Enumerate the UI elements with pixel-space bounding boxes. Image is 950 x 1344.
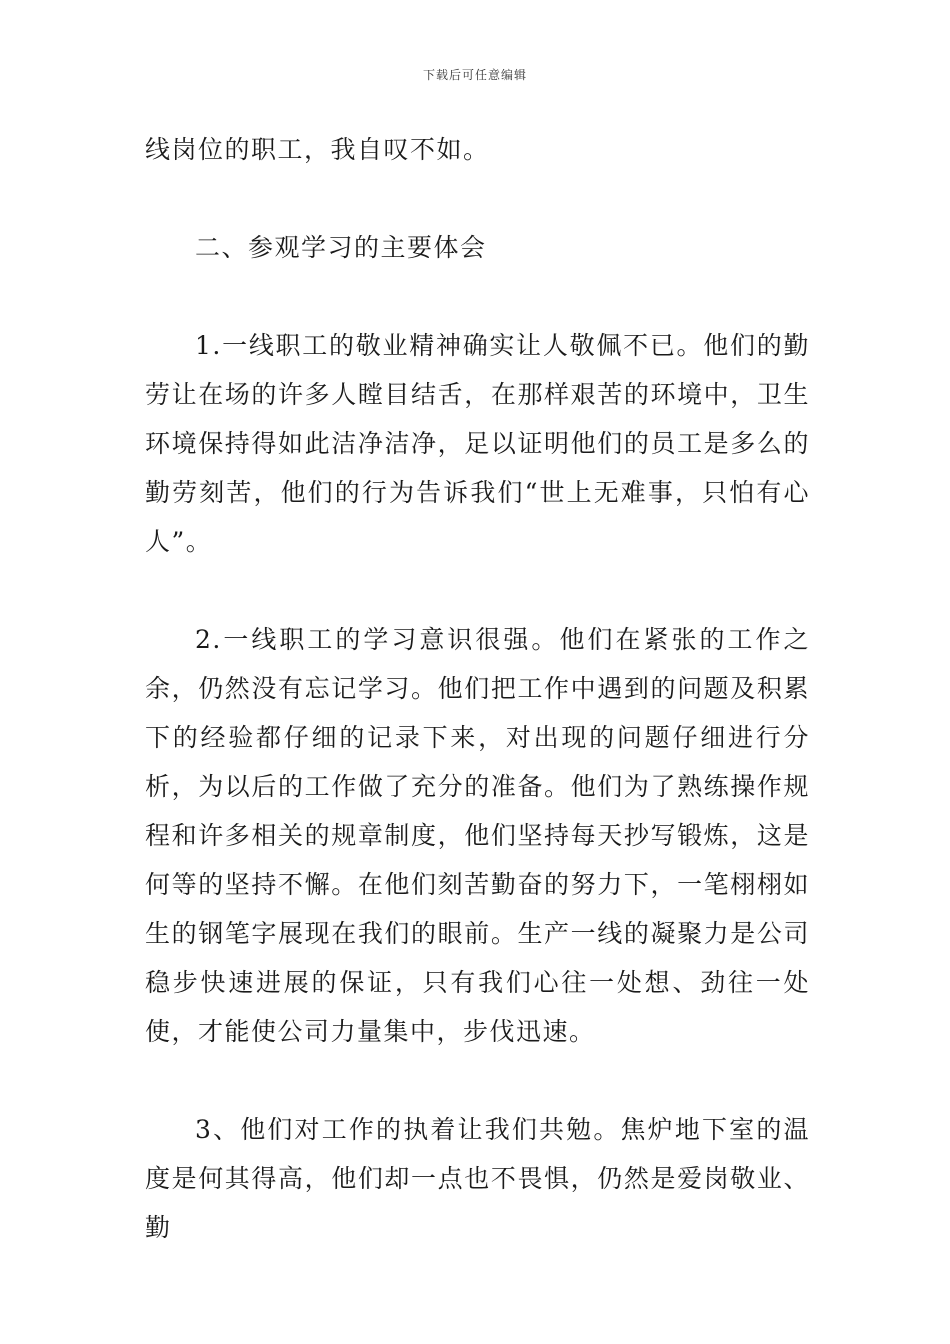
paragraph-continuation: 线岗位的职工，我自叹不如。 <box>145 135 490 164</box>
section-heading: 二、参观学习的主要体会 <box>195 233 487 262</box>
page-header: 下载后可任意编辑 <box>422 68 527 82</box>
paragraph-point-2: 2.一线职工的学习意识很强。他们在紧张的工作之余，仍然没有忘记学习。他们把工作中遇到的问题及积累下的经验都仔细的记录下来，对出现的问题仔细进行分析，为以后的工作做了充分的准备。他们为了熟练操作规程和许多相关的规章制度，他们坚持每天抄写锻炼，这是何等的坚持不懈。在他们刻苦勤奋的努力下，一笔栩栩如生的钢笔字展现在我们的眼前。生产一线的凝聚力是公司稳步快速进展的保证，只有我们心往一处想、劲往一处使，才能使公司力量集中，步伐迅速。 <box>145 625 810 1046</box>
document-body <box>145 125 810 1252</box>
paragraph-point-3: 3、他们对工作的执着让我们共勉。焦炉地下室的温度是何其得高，他们却一点也不畏惧，仍然是爱岗敬业、勤 <box>145 1115 810 1242</box>
paragraph-point-1: 1.一线职工的敬业精神确实让人敬佩不已。他们的勤劳让在场的许多人瞠目结舌，在那样艰苦的环境中，卫生环境保持得如此洁净洁净，足以证明他们的员工是多么的勤劳刻苦，他们的行为告诉我们“世上无难事，只怕有心人”。 <box>145 331 810 556</box>
